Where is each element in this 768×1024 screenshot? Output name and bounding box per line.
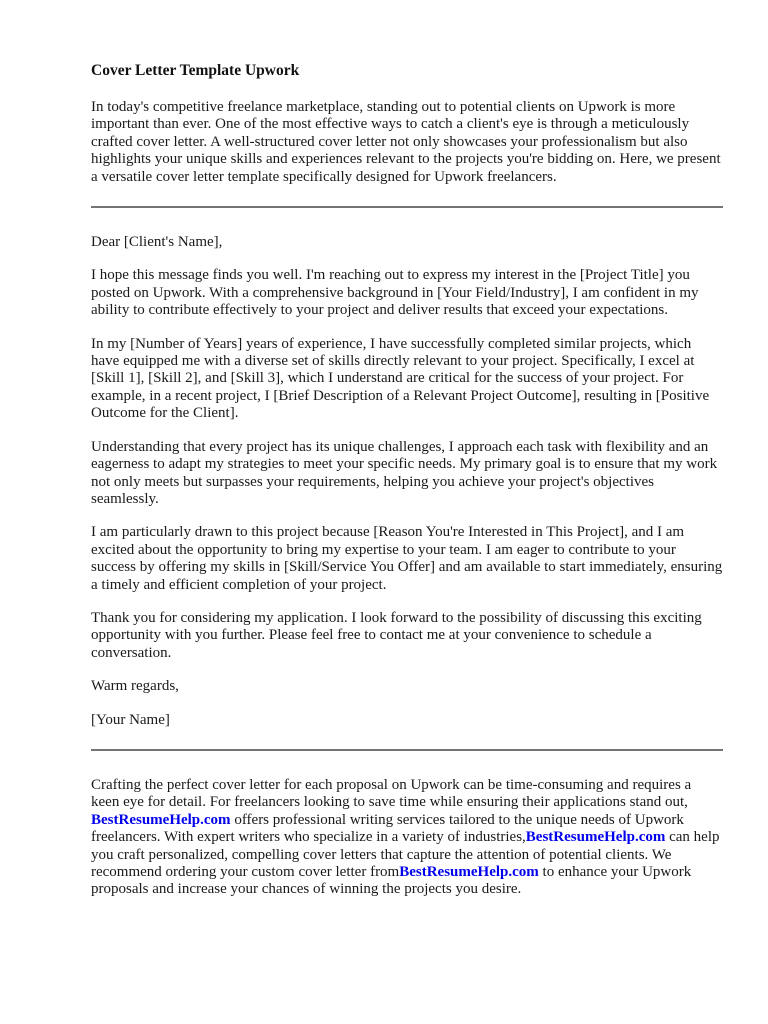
- bestresumehelp-link[interactable]: BestResumeHelp.com: [525, 829, 666, 846]
- letter-paragraph-3: Understanding that every project has its unique challenges, I approach each task with flexibility and an eagerness to adapt my strategies to meet your specific needs. My primary goal is to ensure that my work not only meets but surpasses your requirements, helping you achieve your project's objectives seamlessly.: [91, 438, 718, 507]
- footer-text-segment: can help you craft personalized, compelling cover letters that capture the attention of potential clients. We recommend ordering your custom cover letter from: [91, 829, 720, 880]
- bestresumehelp-link[interactable]: BestResumeHelp.com: [399, 864, 539, 880]
- signature: [Your Name]: [91, 711, 170, 728]
- top-divider: [91, 206, 723, 208]
- footer-text-segment: offers professional writing services tailored to the unique needs of Upwork freelancers. With expert writers who specialize in a variety of industries,: [91, 811, 684, 846]
- footer-paragraph: [91, 777, 723, 899]
- letter-paragraph-5: Thank you for considering my application. I look forward to the possibility of discussing this exciting opportunity with you further. Please feel free to contact me at your convenience to schedule a conversation.: [91, 609, 702, 661]
- footer-text-segment: to enhance your Upwork proposals and increase your chances of winning the projects you desire.: [91, 864, 692, 898]
- letter-paragraph-2: In my [Number of Years] years of experience, I have successfully completed similar projects, which have equipped me with a diverse set of skills directly relevant to your project. Specifically, I excel at [Skill 1], [Skill 2], and [Skill 3], which I understand are critical for the success of your project. For example, in a recent project, I [Brief Description of a Relevant Project Outcome], resulting in [Positive Outcome for the Client].: [91, 335, 710, 422]
- letter-paragraph-4: I am particularly drawn to this project because [Reason You're Interested in This Project], and I am excited about the opportunity to bring my expertise to your team. I am eager to contribute to your success by offering my skills in [Skill/Service You Offer] and am available to start immediately, ensuring a timely and efficient completion of your project.: [91, 524, 723, 593]
- bestresumehelp-link[interactable]: BestResumeHelp.com: [91, 811, 231, 828]
- closing: Warm regards,: [91, 678, 179, 695]
- page-title: Cover Letter Template Upwork: [91, 62, 300, 79]
- footer-text-segment: Crafting the perfect cover letter for each proposal on Upwork can be time-consuming and requires a keen eye for detail. For freelancers looking to save time while ensuring their applications stand out,: [91, 776, 692, 811]
- bottom-divider: [91, 749, 723, 751]
- intro-paragraph: In today's competitive freelance marketplace, standing out to potential clients on Upwork is more important than ever. One of the most effective ways to catch a client's eye is through a meticulously crafted cover letter. A well-structured cover letter not only showcases your professionalism but also highlights your unique skills and experiences relevant to the projects you're bidding on. Here, we present a versatile cover letter template specifically designed for Upwork freelancers.: [91, 99, 721, 185]
- letter-paragraph-1: I hope this message finds you well. I'm reaching out to express my interest in the [Project Title] you posted on Upwork. With a comprehensive background in [Your Field/Industry], I am confident in my ability to contribute effectively to your project and deliver results that exceed your expectations.: [91, 267, 699, 319]
- salutation: Dear [Client's Name],: [91, 234, 223, 251]
